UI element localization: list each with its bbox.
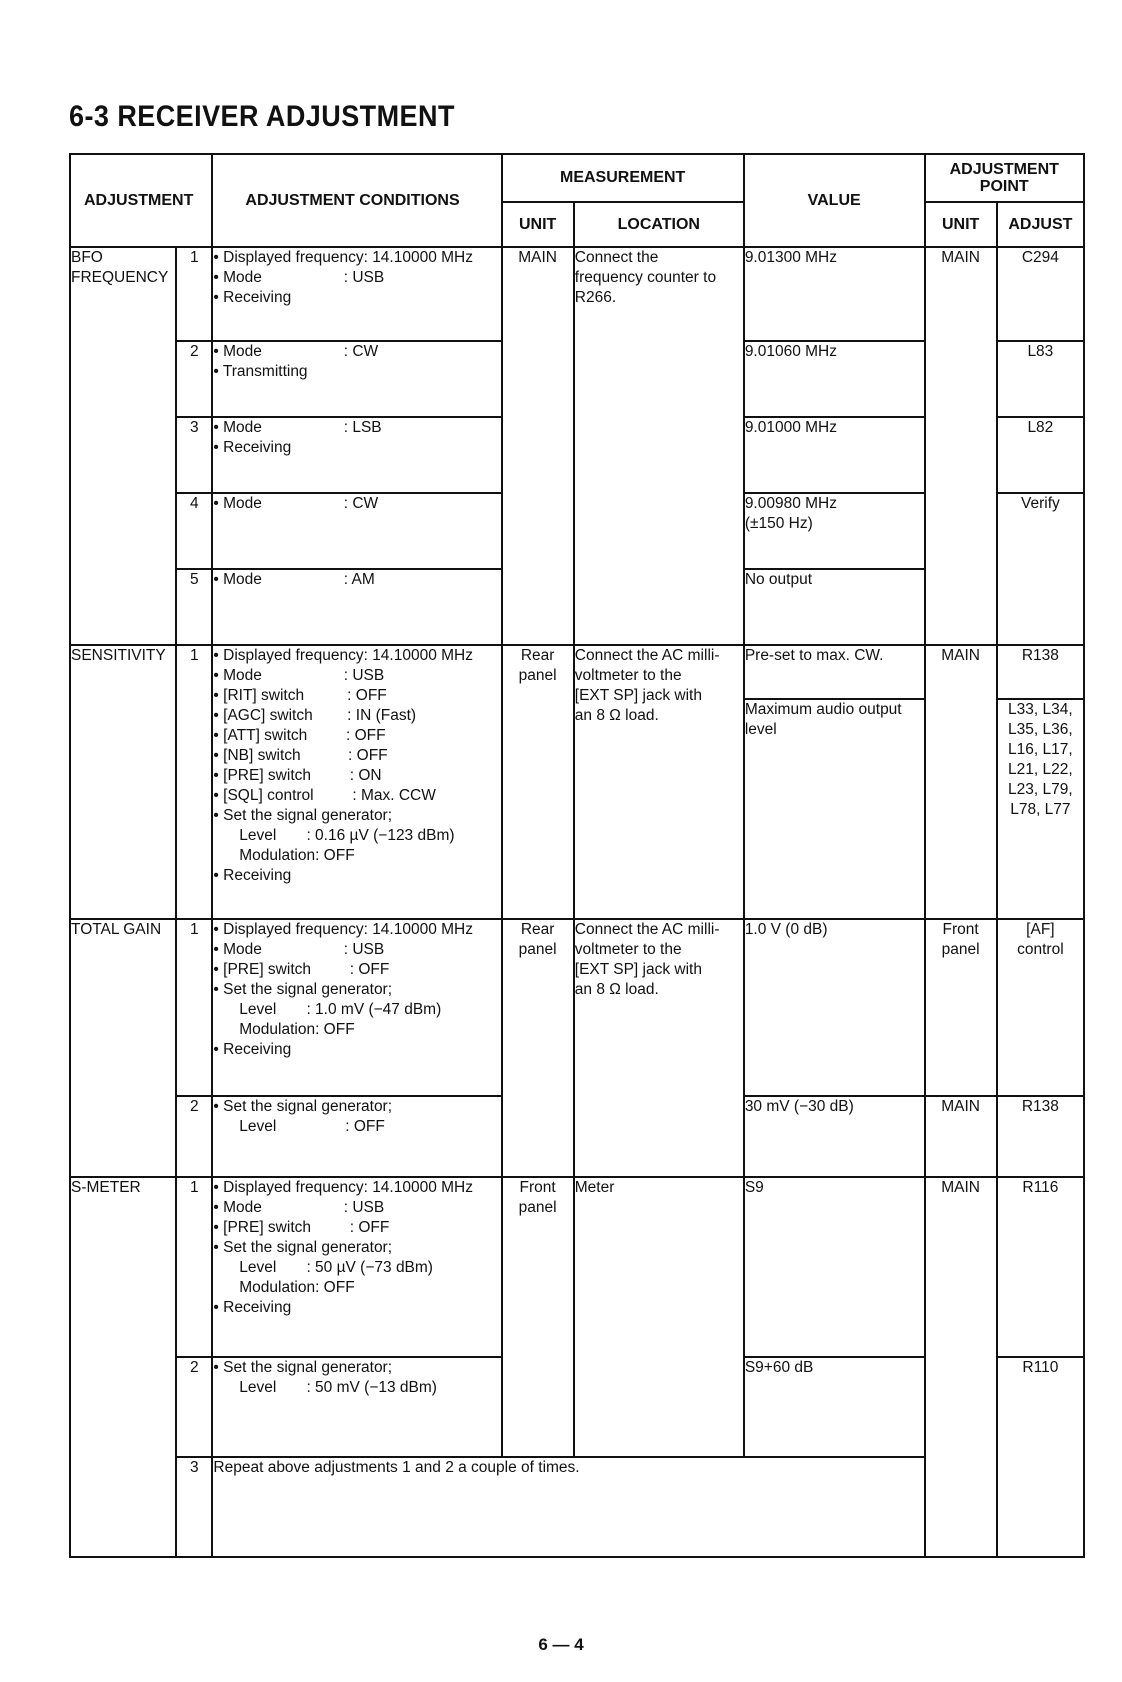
condition-line: • Displayed frequency: 14.10000 MHz (213, 921, 474, 938)
text-line: [AF] (1026, 921, 1055, 938)
condition-line: • [RIT] switch : OFF (213, 687, 387, 704)
text-line: L16, L17, (1008, 741, 1073, 758)
text-line: FREQUENCY (71, 269, 169, 286)
measurement-unit-cell: MAIN (502, 247, 574, 645)
measurement-location-cell: Meter (574, 1177, 744, 1457)
text-line: L78, L77 (1010, 801, 1071, 818)
step-number: 1 (176, 645, 212, 919)
step-number: 2 (176, 341, 212, 417)
condition-line: • [AGC] switch : IN (Fast) (213, 707, 417, 724)
condition-line: • Displayed frequency: 14.10000 MHz (213, 1179, 474, 1196)
text-line: [EXT SP] jack with (574, 687, 702, 704)
adjust-cell: R138 (997, 1096, 1084, 1177)
adjust-unit-cell: MAIN (925, 1177, 997, 1557)
text-line: L21, L22, (1008, 761, 1073, 778)
text-line: panel (518, 941, 557, 958)
condition-line: • Mode : LSB (213, 419, 382, 436)
adjust-cell: C294 (997, 247, 1084, 341)
step-number: 3 (176, 1457, 212, 1557)
header-adjustment-point: ADJUSTMENT POINT (925, 154, 1085, 202)
condition-line: Modulation: OFF (213, 1021, 355, 1038)
conditions-cell (212, 569, 501, 645)
header-measurement: MEASUREMENT (502, 154, 744, 202)
text-line: L33, L34, (1008, 701, 1073, 718)
condition-line: • [NB] switch : OFF (213, 747, 388, 764)
conditions-cell (212, 417, 501, 493)
header-conditions: ADJUSTMENT CONDITIONS (212, 154, 501, 247)
value-cell: 9.01300 MHz (744, 247, 925, 341)
condition-line: • Set the signal generator; (213, 1359, 393, 1376)
adjust-cell: L82 (997, 417, 1084, 493)
conditions-cell (212, 247, 501, 341)
adjustment-name-bfo (70, 247, 176, 645)
measurement-unit-cell (502, 1177, 574, 1457)
value-cell: 1.0 V (0 dB) (744, 919, 925, 1096)
text-line: L35, L36, (1008, 721, 1073, 738)
conditions-cell (212, 341, 501, 417)
text-line: [EXT SP] jack with (574, 961, 702, 978)
value-cell: 30 mV (−30 dB) (744, 1096, 925, 1177)
value-cell: 9.01060 MHz (744, 341, 925, 417)
condition-line: • Displayed frequency: 14.10000 MHz (213, 647, 474, 664)
text-line: R266. (574, 289, 617, 306)
header-measurement-unit: UNIT (502, 202, 574, 247)
condition-line: • Set the signal generator; (213, 807, 393, 824)
text-line: voltmeter to the (574, 941, 682, 958)
condition-line: Modulation: OFF (213, 1279, 355, 1296)
note-cell: Repeat above adjustments 1 and 2 a couple of times. (212, 1457, 924, 1557)
adjust-unit-cell: MAIN (925, 1096, 997, 1177)
value-cell: Pre-set to max. CW. (744, 645, 925, 699)
text-line: an 8 Ω load. (574, 981, 659, 998)
condition-line: • Mode : AM (213, 571, 375, 588)
header-value: VALUE (744, 154, 925, 247)
text-line: L23, L79, (1008, 781, 1073, 798)
condition-line: • Mode : USB (213, 667, 385, 684)
step-number: 3 (176, 417, 212, 493)
adjust-unit-cell: MAIN (925, 645, 997, 919)
page-number: 6 — 4 (538, 1635, 584, 1654)
condition-line: Level : 1.0 mV (−47 dBm) (213, 1001, 442, 1018)
text-line: (±150 Hz) (744, 515, 813, 532)
adjustment-name-total-gain: TOTAL GAIN (70, 919, 176, 1177)
text-line: panel (518, 667, 557, 684)
conditions-cell (212, 493, 501, 569)
text-line: frequency counter to (574, 269, 717, 286)
value-cell: 9.01000 MHz (744, 417, 925, 493)
step-number: 2 (176, 1357, 212, 1457)
condition-line: • Transmitting (213, 363, 308, 380)
text-line: Front (519, 1179, 556, 1196)
conditions-cell (212, 1096, 501, 1177)
text-line: Connect the AC milli- (574, 647, 720, 664)
adjust-cell (997, 919, 1084, 1096)
condition-line: • Receiving (213, 867, 292, 884)
measurement-unit-cell (502, 645, 574, 919)
condition-line: Level : 0.16 µV (−123 dBm) (213, 827, 455, 844)
header-measurement-location: LOCATION (574, 202, 744, 247)
adjust-cell (997, 699, 1084, 919)
text-line: Connect the AC milli- (574, 921, 720, 938)
header-adjust-unit: UNIT (925, 202, 997, 247)
conditions-cell (212, 919, 501, 1096)
conditions-cell (212, 1177, 501, 1357)
text-line: Front (942, 921, 979, 938)
condition-line: • Set the signal generator; (213, 1098, 393, 1115)
value-cell: S9 (744, 1177, 925, 1357)
condition-line: • Mode : USB (213, 1199, 385, 1216)
conditions-cell (212, 1357, 501, 1457)
adjust-cell: R116 (997, 1177, 1084, 1357)
step-number: 1 (176, 919, 212, 1096)
text-line: BFO (71, 249, 103, 266)
condition-line: • [SQL] control : Max. CCW (213, 787, 436, 804)
adjust-cell: L83 (997, 341, 1084, 417)
condition-line: • Mode : USB (213, 269, 385, 286)
text-line: control (1017, 941, 1064, 958)
adjust-cell: Verify (997, 493, 1084, 645)
condition-line: • Mode : CW (213, 495, 379, 512)
measurement-location-cell (574, 919, 744, 1177)
step-number: 1 (176, 247, 212, 341)
step-number: 1 (176, 1177, 212, 1357)
measurement-location-cell (574, 247, 744, 645)
adjustment-name-s-meter: S-METER (70, 1177, 176, 1557)
receiver-adjustment-table (69, 153, 1085, 1558)
text-line: an 8 Ω load. (574, 707, 659, 724)
text-line: Rear (520, 647, 555, 664)
adjust-cell: R110 (997, 1357, 1084, 1557)
adjust-cell: R138 (997, 645, 1084, 699)
condition-line: Modulation: OFF (213, 847, 355, 864)
step-number: 4 (176, 493, 212, 569)
text-line: panel (941, 941, 980, 958)
condition-line: • [PRE] switch : ON (213, 767, 382, 784)
condition-line: • [PRE] switch : OFF (213, 961, 390, 978)
value-cell (744, 493, 925, 569)
condition-line: Level : 50 µV (−73 dBm) (213, 1259, 433, 1276)
page-title: 6-3 RECEIVER ADJUSTMENT (69, 100, 455, 133)
condition-line: • [PRE] switch : OFF (213, 1219, 390, 1236)
text-line: Connect the (574, 249, 659, 266)
text-line: panel (518, 1199, 557, 1216)
text-line: Maximum audio output (744, 701, 902, 718)
condition-line: • Set the signal generator; (213, 981, 393, 998)
condition-line: • Mode : CW (213, 343, 379, 360)
value-cell (744, 699, 925, 919)
condition-line: • Displayed frequency: 14.10000 MHz (213, 249, 474, 266)
header-adjustment: ADJUSTMENT (70, 154, 212, 247)
header-adjust: ADJUST (997, 202, 1084, 247)
text-line: Rear (520, 921, 555, 938)
adjustment-name-sensitivity: SENSITIVITY (70, 645, 176, 919)
condition-line: Level : OFF (213, 1118, 385, 1135)
text-line: voltmeter to the (574, 667, 682, 684)
value-cell: S9+60 dB (744, 1357, 925, 1457)
condition-line: • Receiving (213, 1299, 292, 1316)
condition-line: • Mode : USB (213, 941, 385, 958)
condition-line: • [ATT] switch : OFF (213, 727, 386, 744)
text-line: level (744, 721, 777, 738)
condition-line: • Receiving (213, 289, 292, 306)
adjust-unit-cell: MAIN (925, 247, 997, 645)
condition-line: Level : 50 mV (−13 dBm) (213, 1379, 437, 1396)
value-cell: No output (744, 569, 925, 645)
measurement-location-cell (574, 645, 744, 919)
condition-line: • Receiving (213, 439, 292, 456)
condition-line: • Receiving (213, 1041, 292, 1058)
step-number: 5 (176, 569, 212, 645)
adjust-unit-cell (925, 919, 997, 1096)
measurement-unit-cell (502, 919, 574, 1177)
condition-line: • Set the signal generator; (213, 1239, 393, 1256)
conditions-cell (212, 645, 501, 919)
step-number: 2 (176, 1096, 212, 1177)
text-line: 9.00980 MHz (744, 495, 838, 512)
